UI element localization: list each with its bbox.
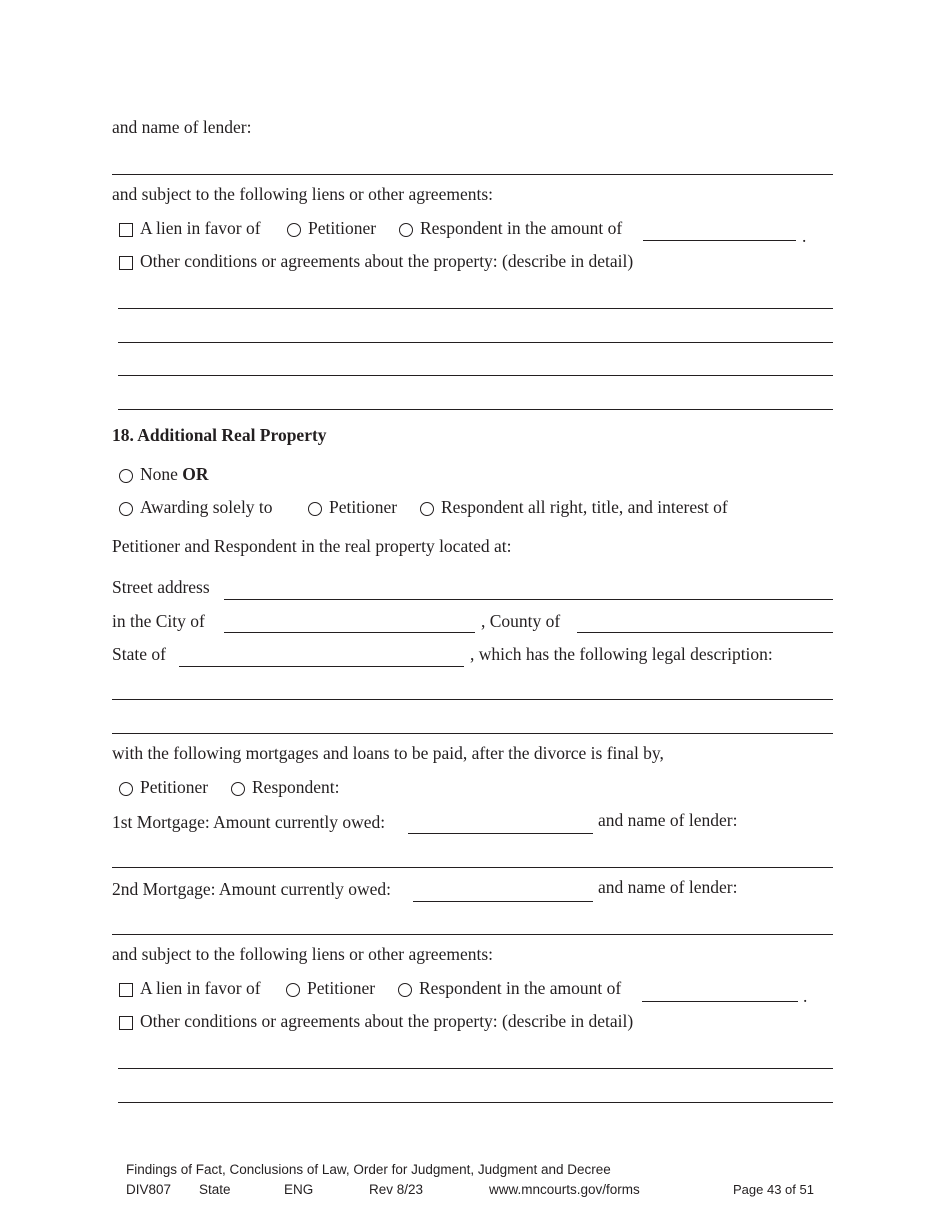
liens-intro-text: and subject to the following liens or other agreements: bbox=[112, 184, 494, 204]
other-conditions-checkbox[interactable] bbox=[119, 256, 133, 270]
first-mortgage-amount-field[interactable] bbox=[408, 833, 593, 834]
street-address-label: Street address bbox=[112, 577, 210, 597]
mortgage-petitioner-label: Petitioner bbox=[140, 777, 209, 797]
real-property-location-text: Petitioner and Respondent in the real property located at: bbox=[112, 536, 512, 556]
other-conditions-2-line-1[interactable] bbox=[118, 1068, 833, 1069]
lien-respondent-label: Respondent in the amount of bbox=[420, 218, 623, 238]
other-conditions-2-line-2[interactable] bbox=[118, 1102, 833, 1103]
city-label: in the City of bbox=[112, 611, 205, 631]
footer-website: www.mncourts.gov/forms bbox=[489, 1182, 640, 1197]
city-field[interactable] bbox=[224, 632, 475, 633]
other-conditions-line-1[interactable] bbox=[118, 308, 833, 309]
second-mortgage-amount-field[interactable] bbox=[413, 901, 593, 902]
second-mortgage-lender-label: and name of lender: bbox=[598, 877, 738, 897]
none-radio[interactable] bbox=[119, 469, 133, 483]
state-field[interactable] bbox=[179, 666, 464, 667]
state-label: State of bbox=[112, 644, 166, 664]
other-conditions-line-2[interactable] bbox=[118, 342, 833, 343]
footer-language: ENG bbox=[284, 1182, 314, 1197]
first-mortgage-lender-label: and name of lender: bbox=[598, 810, 738, 830]
lien-label: A lien in favor of bbox=[140, 218, 261, 238]
lien-petitioner-label: Petitioner bbox=[308, 218, 377, 238]
legal-description-line-2[interactable] bbox=[112, 733, 833, 734]
awarding-respondent-label: Respondent all right, title, and interest of bbox=[441, 497, 728, 517]
legal-description-label: , which has the following legal description: bbox=[470, 644, 773, 664]
awarding-petitioner-radio[interactable] bbox=[308, 502, 322, 516]
section-18-heading: 18. Additional Real Property bbox=[112, 425, 327, 445]
mortgage-respondent-radio[interactable] bbox=[231, 782, 245, 796]
legal-description-line-1[interactable] bbox=[112, 699, 833, 700]
lien-petitioner-radio[interactable] bbox=[287, 223, 301, 237]
mortgages-intro-text: with the following mortgages and loans to be paid, after the divorce is final by, bbox=[112, 743, 664, 763]
mortgage-petitioner-radio[interactable] bbox=[119, 782, 133, 796]
second-mortgage-lender-field[interactable] bbox=[112, 934, 833, 935]
footer-form-id: DIV807 bbox=[126, 1182, 172, 1197]
first-mortgage-lender-field[interactable] bbox=[112, 867, 833, 868]
first-mortgage-label: 1st Mortgage: Amount currently owed: bbox=[112, 812, 386, 832]
footer-jurisdiction: State bbox=[199, 1182, 231, 1197]
lien-checkbox-2[interactable] bbox=[119, 983, 133, 997]
awarding-label: Awarding solely to bbox=[140, 497, 273, 517]
lien-period-2: . bbox=[803, 986, 808, 1006]
lien-period: . bbox=[802, 226, 807, 246]
lien-amount-field[interactable] bbox=[643, 240, 796, 241]
footer-page-number: Page 43 of 51 bbox=[733, 1182, 814, 1197]
mortgage-respondent-label: Respondent: bbox=[252, 777, 340, 797]
awarding-respondent-radio[interactable] bbox=[420, 502, 434, 516]
lien-respondent-radio-2[interactable] bbox=[398, 983, 412, 997]
lien-amount-field-2[interactable] bbox=[642, 1001, 798, 1002]
lender-name-label: and name of lender: bbox=[112, 117, 252, 137]
county-label: , County of bbox=[481, 611, 561, 631]
other-conditions-label: Other conditions or agreements about the property: (describe in detail) bbox=[140, 251, 634, 271]
footer-title: Findings of Fact, Conclusions of Law, Order for Judgment, Judgment and Decree bbox=[126, 1162, 611, 1177]
lien-checkbox[interactable] bbox=[119, 223, 133, 237]
lien-respondent-label-2: Respondent in the amount of bbox=[419, 978, 622, 998]
lien-respondent-radio[interactable] bbox=[399, 223, 413, 237]
lien-petitioner-label-2: Petitioner bbox=[307, 978, 376, 998]
lender-name-field[interactable] bbox=[112, 174, 833, 175]
footer-revision: Rev 8/23 bbox=[369, 1182, 424, 1197]
second-mortgage-label: 2nd Mortgage: Amount currently owed: bbox=[112, 879, 391, 899]
other-conditions-line-4[interactable] bbox=[118, 409, 833, 410]
awarding-petitioner-label: Petitioner bbox=[329, 497, 398, 517]
none-label: None OR bbox=[140, 464, 209, 484]
awarding-radio[interactable] bbox=[119, 502, 133, 516]
lien-petitioner-radio-2[interactable] bbox=[286, 983, 300, 997]
street-address-field[interactable] bbox=[224, 599, 833, 600]
other-conditions-checkbox-2[interactable] bbox=[119, 1016, 133, 1030]
other-conditions-line-3[interactable] bbox=[118, 375, 833, 376]
lien-label-2: A lien in favor of bbox=[140, 978, 261, 998]
other-conditions-label-2: Other conditions or agreements about the property: (describe in detail) bbox=[140, 1011, 634, 1031]
county-field[interactable] bbox=[577, 632, 833, 633]
liens-intro-text-2: and subject to the following liens or other agreements: bbox=[112, 944, 494, 964]
